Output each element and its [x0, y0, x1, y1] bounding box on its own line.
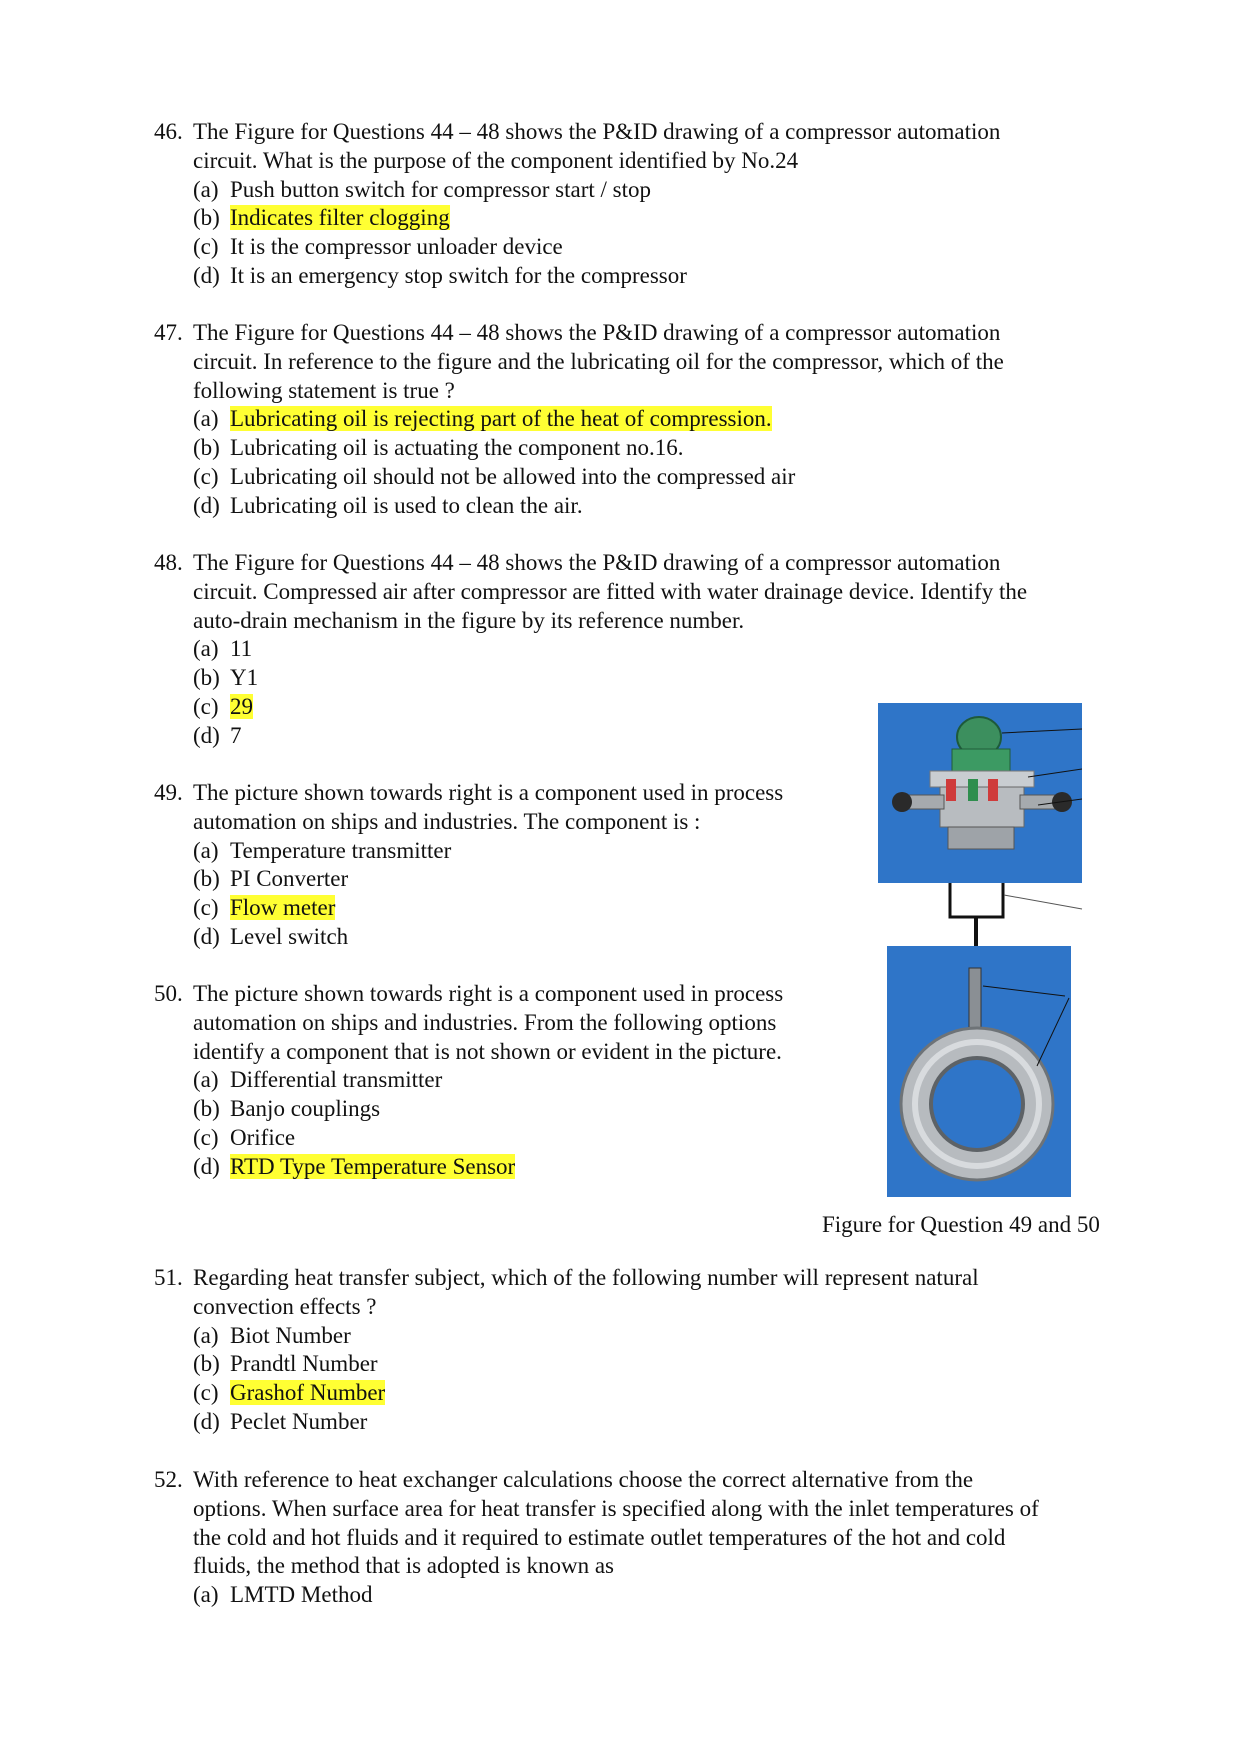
option-text-highlighted: Lubricating oil is rejecting part of the heat of compression. [230, 406, 772, 432]
option-b: (b) PI Converter [193, 866, 349, 892]
option-text: LMTD Method [230, 1582, 373, 1608]
question-text: circuit. Compressed air after compressor are fitted with water drainage device. Identify the [193, 578, 1028, 604]
question-number: 52. [154, 1467, 183, 1492]
option-d: (d) 7 [193, 722, 242, 748]
question-text: automation on ships and industries. The component is : [193, 808, 701, 834]
option-c: (c) Orifice [193, 1124, 296, 1150]
question-text: The Figure for Questions 44 – 48 shows the P&ID drawing of a compressor automation [193, 550, 1001, 575]
option-c: (c) 29 [193, 693, 253, 719]
transmitter-photo [878, 703, 1082, 883]
option-text: Lubricating oil is used to clean the air. [230, 492, 583, 518]
option-a: (a) Differential transmitter [193, 1067, 443, 1093]
question-text: the cold and hot fluids and it required to estimate outlet temperatures of the hot and cold [193, 1524, 1006, 1550]
option-text: It is the compressor unloader device [230, 234, 563, 260]
option-text: Prandtl Number [230, 1351, 378, 1377]
option-text: Banjo couplings [230, 1096, 381, 1122]
question-text: With reference to heat exchanger calculations choose the correct alternative from the [193, 1467, 974, 1492]
question-text: convection effects ? [193, 1293, 377, 1319]
question-text: The Figure for Questions 44 – 48 shows the P&ID drawing of a compressor automation [193, 119, 1001, 144]
question-text: fluids, the method that is adopted is known as [193, 1553, 614, 1579]
question-46 [154, 118, 1000, 291]
option-c: (c) Grashof Number [193, 1380, 386, 1406]
option-a: (a) Temperature transmitter [193, 837, 452, 863]
option-text: Orifice [230, 1124, 296, 1150]
option-d: (d) Peclet Number [193, 1408, 368, 1434]
option-c: (c) Flow meter [193, 895, 336, 921]
question-47 [154, 319, 1004, 521]
question-number: 51. [154, 1265, 183, 1290]
option-text: Biot Number [230, 1322, 351, 1348]
question-number: 50. [154, 981, 183, 1006]
option-a: (a) 11 [193, 636, 253, 662]
option-text: Differential transmitter [230, 1067, 443, 1093]
option-b: (b) Y1 [193, 665, 259, 691]
question-text: automation on ships and industries. From the following options [193, 1009, 777, 1035]
option-text-highlighted: Indicates filter clogging [230, 205, 450, 231]
question-text: following statement is true ? [193, 377, 455, 403]
option-d: (d) Lubricating oil is used to clean the air. [193, 492, 583, 518]
option-text: It is an emergency stop switch for the compressor [230, 262, 687, 288]
option-a: (a) LMTD Method [193, 1582, 373, 1608]
option-text-highlighted: Flow meter [230, 895, 336, 921]
option-text: PI Converter [230, 866, 349, 892]
option-text: Peclet Number [230, 1408, 368, 1434]
option-text: 11 [230, 636, 253, 662]
option-text: Y1 [230, 665, 259, 691]
option-d: (d) RTD Type Temperature Sensor [193, 1153, 516, 1179]
option-a: (a) Lubricating oil is rejecting part of the heat of compression. [193, 406, 772, 432]
question-49 [154, 779, 783, 952]
option-text: 7 [230, 722, 242, 748]
option-text-highlighted: RTD Type Temperature Sensor [230, 1153, 516, 1179]
question-number: 47. [154, 320, 183, 345]
option-text: Level switch [230, 923, 349, 949]
option-b: (b) Indicates filter clogging [193, 205, 450, 231]
question-text: The picture shown towards right is a component used in process [193, 981, 784, 1006]
question-number: 49. [154, 780, 183, 805]
question-text: circuit. What is the purpose of the component identified by No.24 [193, 147, 799, 173]
option-c: (c) It is the compressor unloader device [193, 234, 563, 260]
question-text: options. When surface area for heat transfer is specified along with the inlet temperatures of [193, 1495, 1039, 1521]
question-50 [154, 980, 783, 1182]
question-text: Regarding heat transfer subject, which of the following number will represent natural [193, 1265, 979, 1290]
option-d: (d) Level switch [193, 923, 349, 949]
option-text: Lubricating oil is actuating the component no.16. [230, 435, 684, 461]
option-d: (d) It is an emergency stop switch for the compressor [193, 262, 687, 288]
orifice-plate-photo [887, 946, 1071, 1197]
question-text: auto-drain mechanism in the figure by its reference number. [193, 607, 745, 633]
option-c: (c) Lubricating oil should not be allowed into the compressed air [193, 463, 796, 489]
option-text: Temperature transmitter [230, 837, 452, 863]
option-b: (b) Banjo couplings [193, 1096, 381, 1122]
question-text: The Figure for Questions 44 – 48 shows the P&ID drawing of a compressor automation [193, 320, 1001, 345]
option-a: (a) Biot Number [193, 1322, 351, 1348]
option-b: (b) Prandtl Number [193, 1351, 378, 1377]
option-a: (a) Push button switch for compressor start / stop [193, 176, 651, 202]
question-51 [154, 1264, 979, 1437]
question-number: 46. [154, 119, 183, 144]
option-text-highlighted: 29 [230, 693, 253, 719]
option-text-highlighted: Grashof Number [230, 1380, 386, 1406]
option-text: Push button switch for compressor start / stop [230, 176, 651, 202]
question-52 [154, 1466, 1039, 1610]
figure-caption: Figure for Question 49 and 50 [822, 1212, 1100, 1237]
question-text: The picture shown towards right is a component used in process [193, 780, 784, 805]
option-text: Lubricating oil should not be allowed into the compressed air [230, 463, 796, 489]
option-b: (b) Lubricating oil is actuating the component no.16. [193, 435, 684, 461]
question-text: circuit. In reference to the figure and the lubricating oil for the compressor, which of the [193, 348, 1004, 374]
question-number: 48. [154, 550, 183, 575]
question-text: identify a component that is not shown or evident in the picture. [193, 1038, 782, 1064]
